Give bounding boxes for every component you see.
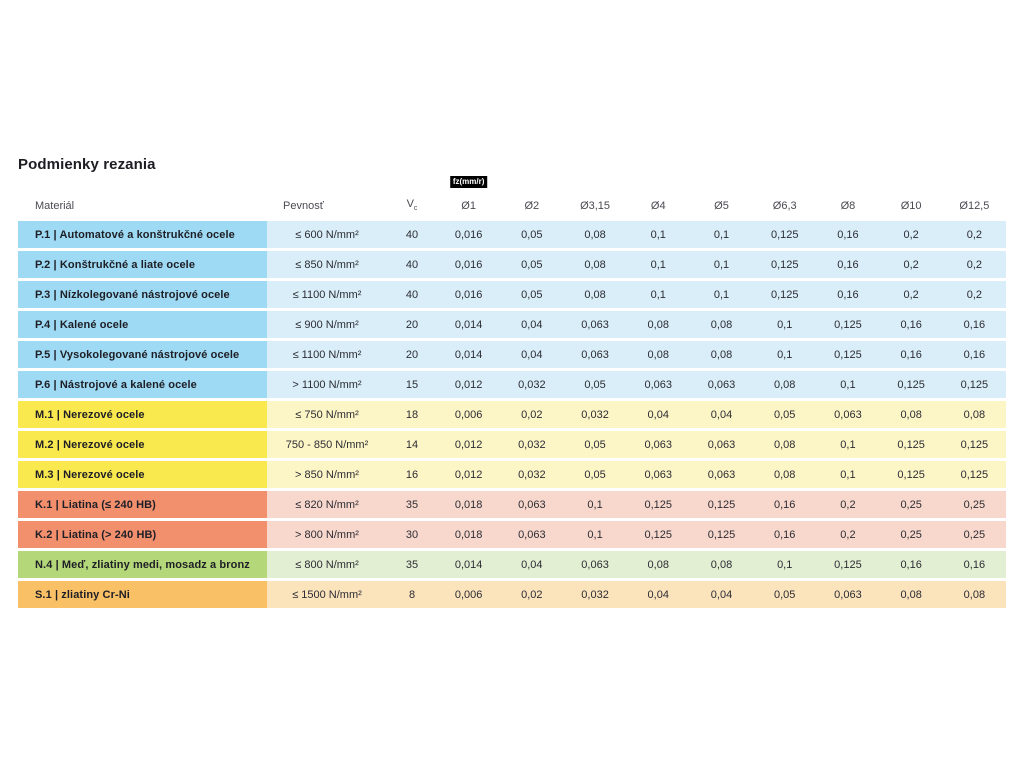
cell-fz: 0,2 — [903, 258, 919, 271]
cell-fz: 0,05 — [774, 408, 796, 421]
vc-symbol: V — [406, 197, 414, 210]
col-header-d12-5: Ø12,5 — [959, 200, 990, 212]
cell-vc: 40 — [405, 228, 419, 241]
cell-fz: 0,125 — [897, 378, 925, 391]
cell-vc: 16 — [405, 468, 419, 481]
cell-material: M.1 | Nerezové ocele — [18, 401, 267, 428]
cell-fz: 0,25 — [963, 528, 986, 541]
cell-material: M.3 | Nerezové ocele — [18, 461, 267, 488]
cell-fz: 0,05 — [521, 288, 543, 301]
cell-fz: 0,1 — [713, 288, 730, 301]
table-row — [18, 401, 1006, 428]
cell-material: P.2 | Konštrukčné a liate ocele — [18, 251, 267, 278]
cell-fz: 0,032 — [518, 378, 546, 391]
cutting-conditions-table — [18, 178, 1006, 611]
cell-material: N.4 | Meď, zliatiny medi, mosadz a bronz — [18, 551, 267, 578]
cell-fz: 0,012 — [454, 378, 483, 391]
cell-fz: 0,1 — [840, 438, 856, 451]
cell-fz: 0,125 — [834, 348, 862, 361]
cell-fz: 0,012 — [454, 468, 483, 481]
cell-fz: 0,1 — [713, 258, 730, 271]
cell-fz: 0,063 — [707, 468, 736, 481]
cell-fz: 0,2 — [966, 288, 983, 301]
cell-fz: 0,014 — [454, 348, 483, 361]
cell-fz: 0,1 — [840, 468, 856, 481]
cell-fz: 0,125 — [897, 438, 925, 451]
col-header-d8: Ø8 — [840, 200, 856, 212]
cell-vc: 40 — [405, 288, 419, 301]
cell-fz: 0,063 — [707, 438, 736, 451]
cell-material: P.4 | Kalené ocele — [18, 311, 267, 338]
cell-fz: 0,08 — [900, 588, 922, 601]
cell-fz: 0,006 — [454, 588, 483, 601]
cell-pevnost: ≤ 750 N/mm² — [295, 408, 359, 421]
table-row — [18, 281, 1006, 308]
cell-fz: 0,2 — [840, 528, 856, 541]
cell-fz: 0,08 — [963, 408, 986, 421]
cell-material: K.1 | Liatina (≤ 240 HB) — [18, 491, 267, 518]
cell-fz: 0,02 — [521, 588, 543, 601]
table-row — [18, 551, 1006, 578]
cell-fz: 0,063 — [644, 468, 673, 481]
cell-fz: 0,04 — [710, 408, 733, 421]
col-header-d10: Ø10 — [900, 200, 922, 212]
cell-fz: 0,08 — [774, 438, 796, 451]
cell-fz: 0,1 — [650, 228, 666, 241]
cell-fz: 0,02 — [521, 408, 543, 421]
cell-fz: 0,16 — [774, 498, 796, 511]
cell-fz: 0,1 — [713, 228, 730, 241]
cell-fz: 0,032 — [581, 588, 609, 601]
cell-fz: 0,16 — [837, 228, 859, 241]
col-header-d6-3: Ø6,3 — [772, 200, 797, 212]
cell-fz: 0,1 — [777, 318, 793, 331]
cell-fz: 0,125 — [644, 528, 673, 541]
cell-fz: 0,2 — [966, 258, 983, 271]
table-body — [18, 221, 1006, 608]
cell-fz: 0,125 — [707, 498, 736, 511]
cell-fz: 0,25 — [900, 528, 922, 541]
cell-vc: 20 — [405, 318, 419, 331]
cell-fz: 0,05 — [774, 588, 796, 601]
cell-fz: 0,006 — [454, 408, 483, 421]
cell-fz: 0,16 — [963, 348, 986, 361]
table-row — [18, 521, 1006, 548]
cell-fz: 0,08 — [647, 348, 669, 361]
cell-pevnost: ≤ 1100 N/mm² — [292, 348, 362, 361]
cell-fz: 0,04 — [521, 318, 543, 331]
cell-fz: 0,018 — [454, 498, 483, 511]
cell-vc: 40 — [405, 258, 419, 271]
cell-fz: 0,063 — [644, 378, 673, 391]
table-row — [18, 251, 1006, 278]
cell-vc: 20 — [405, 348, 419, 361]
cell-pevnost: ≤ 600 N/mm² — [295, 228, 359, 241]
cell-fz: 0,125 — [960, 438, 989, 451]
col-header-d4: Ø4 — [650, 200, 666, 212]
cell-fz: 0,2 — [903, 228, 919, 241]
cell-pevnost: 750 - 850 N/mm² — [285, 438, 369, 451]
cell-fz: 0,014 — [454, 558, 483, 571]
cell-fz: 0,032 — [581, 408, 609, 421]
col-header-d3-15: Ø3,15 — [580, 200, 611, 212]
cell-fz: 0,018 — [454, 528, 483, 541]
cell-pevnost: > 800 N/mm² — [295, 528, 359, 541]
cell-fz: 0,16 — [900, 348, 922, 361]
cell-fz: 0,2 — [966, 228, 983, 241]
cell-vc: 35 — [405, 498, 419, 511]
cell-fz: 0,125 — [960, 468, 989, 481]
cell-fz: 0,08 — [774, 468, 796, 481]
cell-pevnost: ≤ 850 N/mm² — [295, 258, 359, 271]
cell-fz: 0,08 — [647, 318, 669, 331]
cell-fz: 0,063 — [518, 528, 546, 541]
cell-vc: 15 — [405, 378, 419, 391]
cell-fz: 0,125 — [770, 228, 799, 241]
table-row — [18, 431, 1006, 458]
cell-fz: 0,2 — [903, 288, 919, 301]
cell-fz: 0,04 — [521, 348, 543, 361]
cell-fz: 0,1 — [587, 498, 603, 511]
cell-fz: 0,016 — [454, 258, 483, 271]
col-header-material: Materiál — [35, 200, 75, 212]
cell-fz: 0,08 — [710, 558, 733, 571]
cell-fz: 0,05 — [584, 438, 606, 451]
table-row — [18, 461, 1006, 488]
page-title: Podmienky rezania — [18, 156, 156, 173]
cell-fz: 0,05 — [521, 258, 543, 271]
col-header-d2: Ø2 — [524, 200, 540, 212]
cell-material: P.1 | Automatové a konštrukčné ocele — [18, 221, 267, 248]
cell-vc: 8 — [408, 588, 416, 601]
cell-pevnost: ≤ 800 N/mm² — [295, 558, 359, 571]
cell-fz: 0,125 — [770, 258, 799, 271]
cell-fz: 0,04 — [647, 408, 669, 421]
cell-fz: 0,08 — [584, 288, 606, 301]
cell-fz: 0,1 — [587, 528, 603, 541]
cell-pevnost: ≤ 820 N/mm² — [295, 498, 359, 511]
table-row — [18, 581, 1006, 608]
table-row — [18, 221, 1006, 248]
cell-material: S.1 | zliatiny Cr-Ni — [18, 581, 267, 608]
cell-vc: 14 — [405, 438, 419, 451]
cell-fz: 0,032 — [518, 438, 546, 451]
cell-material: P.6 | Nástrojové a kalené ocele — [18, 371, 267, 398]
cell-fz: 0,08 — [963, 588, 986, 601]
cell-fz: 0,16 — [837, 288, 859, 301]
cell-fz: 0,08 — [710, 348, 733, 361]
col-header-d5: Ø5 — [714, 200, 729, 212]
cell-fz: 0,1 — [650, 288, 666, 301]
cell-pevnost: ≤ 1100 N/mm² — [292, 288, 362, 301]
cell-fz: 0,125 — [897, 468, 925, 481]
cell-fz: 0,063 — [581, 318, 609, 331]
table-header — [18, 178, 1006, 221]
cell-fz: 0,16 — [900, 558, 922, 571]
cell-fz: 0,08 — [774, 378, 796, 391]
cell-fz: 0,1 — [840, 378, 856, 391]
table-row — [18, 311, 1006, 338]
cell-fz: 0,125 — [834, 558, 862, 571]
cell-fz: 0,063 — [581, 348, 609, 361]
cell-fz: 0,25 — [963, 498, 986, 511]
cell-material: P.3 | Nízkolegované nástrojové ocele — [18, 281, 267, 308]
cell-fz: 0,08 — [584, 228, 606, 241]
cell-fz: 0,05 — [521, 228, 543, 241]
table-row — [18, 491, 1006, 518]
cell-fz: 0,125 — [770, 288, 799, 301]
cell-fz: 0,08 — [710, 318, 733, 331]
cell-fz: 0,16 — [900, 318, 922, 331]
cell-vc: 18 — [405, 408, 419, 421]
cell-fz: 0,016 — [454, 228, 483, 241]
vc-subscript: c — [413, 205, 418, 212]
cell-pevnost: ≤ 900 N/mm² — [295, 318, 359, 331]
cell-material: M.2 | Nerezové ocele — [18, 431, 267, 458]
cell-fz: 0,25 — [900, 498, 922, 511]
col-header-vc — [387, 198, 437, 221]
cell-fz: 0,125 — [960, 378, 989, 391]
cell-fz: 0,16 — [837, 258, 859, 271]
fz-unit-badge: fz(mm/r) — [450, 176, 488, 188]
cell-fz: 0,012 — [454, 438, 483, 451]
cell-fz: 0,063 — [834, 408, 862, 421]
cell-pevnost: ≤ 1500 N/mm² — [292, 588, 362, 601]
cell-fz: 0,032 — [518, 468, 546, 481]
cell-pevnost: > 850 N/mm² — [295, 468, 359, 481]
table-row — [18, 341, 1006, 368]
cell-pevnost: > 1100 N/mm² — [292, 378, 362, 391]
col-header-d1 — [437, 177, 500, 221]
table-row — [18, 371, 1006, 398]
cell-fz: 0,063 — [834, 588, 862, 601]
cell-fz: 0,04 — [710, 588, 733, 601]
cell-fz: 0,063 — [518, 498, 546, 511]
cell-fz: 0,05 — [584, 378, 606, 391]
cell-fz: 0,125 — [834, 318, 862, 331]
cell-fz: 0,08 — [584, 258, 606, 271]
cell-fz: 0,063 — [707, 378, 736, 391]
cell-fz: 0,1 — [650, 258, 666, 271]
cell-fz: 0,16 — [963, 558, 986, 571]
cell-material: P.5 | Vysokolegované nástrojové ocele — [18, 341, 267, 368]
cell-fz: 0,08 — [647, 558, 669, 571]
cell-vc: 35 — [405, 558, 419, 571]
cell-fz: 0,1 — [777, 348, 793, 361]
col-header-d1-label: Ø1 — [461, 200, 476, 212]
cell-vc: 30 — [405, 528, 419, 541]
cell-fz: 0,04 — [647, 588, 669, 601]
cell-fz: 0,08 — [900, 408, 922, 421]
cell-fz: 0,125 — [707, 528, 736, 541]
cell-fz: 0,04 — [521, 558, 543, 571]
cell-fz: 0,063 — [581, 558, 609, 571]
cell-fz: 0,016 — [454, 288, 483, 301]
cell-fz: 0,05 — [584, 468, 606, 481]
col-header-pevnost: Pevnosť — [283, 200, 324, 212]
cell-fz: 0,2 — [840, 498, 856, 511]
cell-fz: 0,063 — [644, 438, 673, 451]
cell-fz: 0,125 — [644, 498, 673, 511]
cell-fz: 0,16 — [774, 528, 796, 541]
cell-fz: 0,16 — [963, 318, 986, 331]
cell-fz: 0,014 — [454, 318, 483, 331]
cell-material: K.2 | Liatina (> 240 HB) — [18, 521, 267, 548]
cell-fz: 0,1 — [777, 558, 793, 571]
